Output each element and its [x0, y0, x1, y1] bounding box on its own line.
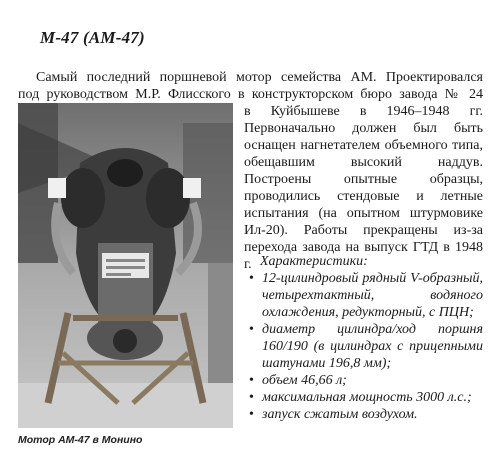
spec-item: • диаметр цилиндра/ход поршня 160/190 (в цилиндрах с прицепными шатунами 196,8 мм); [249, 322, 483, 371]
engine-photo-illustration [18, 103, 233, 428]
specs-list [244, 270, 483, 423]
lead-paragraph-line-1: Самый последний поршневой мотор семейства АМ. Проектировался [36, 70, 483, 85]
specs-heading: Характеристики: [260, 254, 368, 269]
bullet-icon: • [249, 390, 254, 405]
bullet-icon: • [249, 322, 254, 337]
photo-caption: Мотор АМ-47 в Монино [18, 434, 143, 446]
spec-item: • запуск сжатым воздухом. [249, 407, 418, 422]
lead-paragraph-line-2: под руководством М.Р. Флисского в конструкторском бюро завода № 24 [18, 87, 483, 102]
engine-photo [18, 103, 233, 428]
bullet-icon: • [249, 373, 254, 388]
spec-item: • объем 46,66 л; [249, 373, 347, 388]
bullet-icon: • [249, 271, 254, 286]
bullet-icon: • [249, 407, 254, 422]
description-column: в Куйбышеве в 1946–1948 гг. Первоначально должен был быть оснащен нагнетателем объемного типа, обещавшим высокий наддув. Построены опытные образцы, проводились стендовые и летные испытания (на опытном штурмовике Ил-20). Работы прекращены из-за перехода завода на выпуск ГТД в 1948 г. [244, 104, 483, 272]
spec-item: • 12-цилиндровый рядный V-образный, четырехтактный, водяного охлаждения, редукторный, с ПЦН; [249, 271, 483, 320]
spec-item: • максимальная мощность 3000 л.с.; [249, 390, 472, 405]
page-title: М-47 (АМ-47) [40, 28, 145, 47]
